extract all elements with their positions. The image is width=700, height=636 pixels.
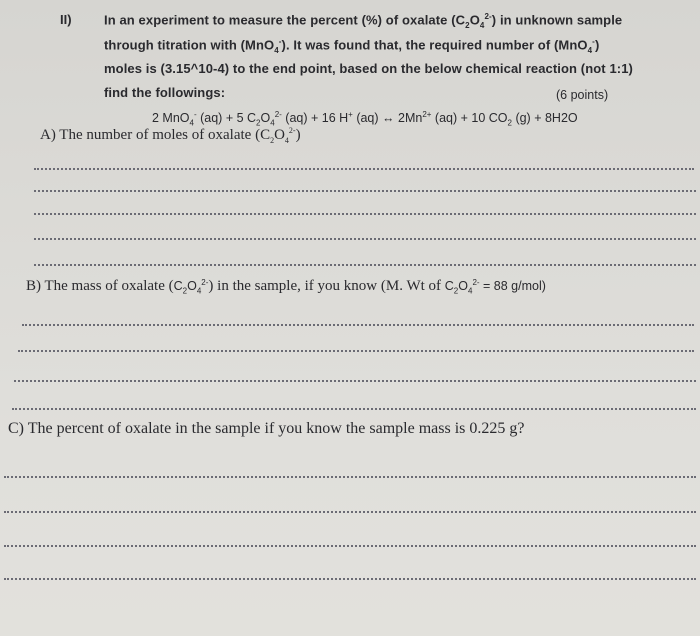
question-line-4: find the followings: <box>104 85 226 100</box>
answer-line-a4[interactable] <box>34 238 696 240</box>
question-line-2: through titration with (MnO$_4$-). It was found that, the required number of (MnO$_4$-) <box>104 37 600 55</box>
chemical-equation: 2 MnO$_4$- (aq) + 5 $C_2O_4^{2-}$ (aq) + 16 H+ (aq) ↔ $2Mn^{2+}$ (aq) + 10 $CO_2$ (g) + 8H2O <box>152 110 578 128</box>
answer-line-b4[interactable] <box>12 408 696 410</box>
answer-line-a1[interactable] <box>34 168 694 170</box>
answer-line-b2[interactable] <box>18 350 694 352</box>
answer-line-c3[interactable] <box>4 545 696 547</box>
points-label: (6 points) <box>556 88 609 102</box>
answer-line-b3[interactable] <box>14 380 696 382</box>
answer-line-a5[interactable] <box>34 264 696 266</box>
answer-line-c4[interactable] <box>4 578 696 580</box>
question-number: II) <box>60 12 72 27</box>
part-c-question: C) The percent of oxalate in the sample if you know the sample mass is 0.225 g? <box>8 420 525 437</box>
question-line-1: In an experiment to measure the percent (%) of oxalate $(C_2O_4^{2-})$ in unknown sample <box>104 12 623 30</box>
answer-line-b1[interactable] <box>22 324 694 326</box>
answer-line-c1[interactable] <box>4 476 696 478</box>
answer-line-c2[interactable] <box>4 511 696 513</box>
answer-line-a2[interactable] <box>34 190 696 192</box>
part-a-question: A) The number of moles of oxalate $(C_2O_4^{2-})$ <box>40 126 301 145</box>
answer-line-a3[interactable] <box>34 213 696 215</box>
part-b-question: B) The mass of oxalate $(C_2O_4^{2-})$ in the sample, if you know (M. Wt of $C_2O_4^{2-} = 88$ g/mol) <box>26 278 546 296</box>
question-line-3: moles is (3.15^10-4) to the end point, based on the below chemical reaction (not 1:1) <box>104 61 633 76</box>
